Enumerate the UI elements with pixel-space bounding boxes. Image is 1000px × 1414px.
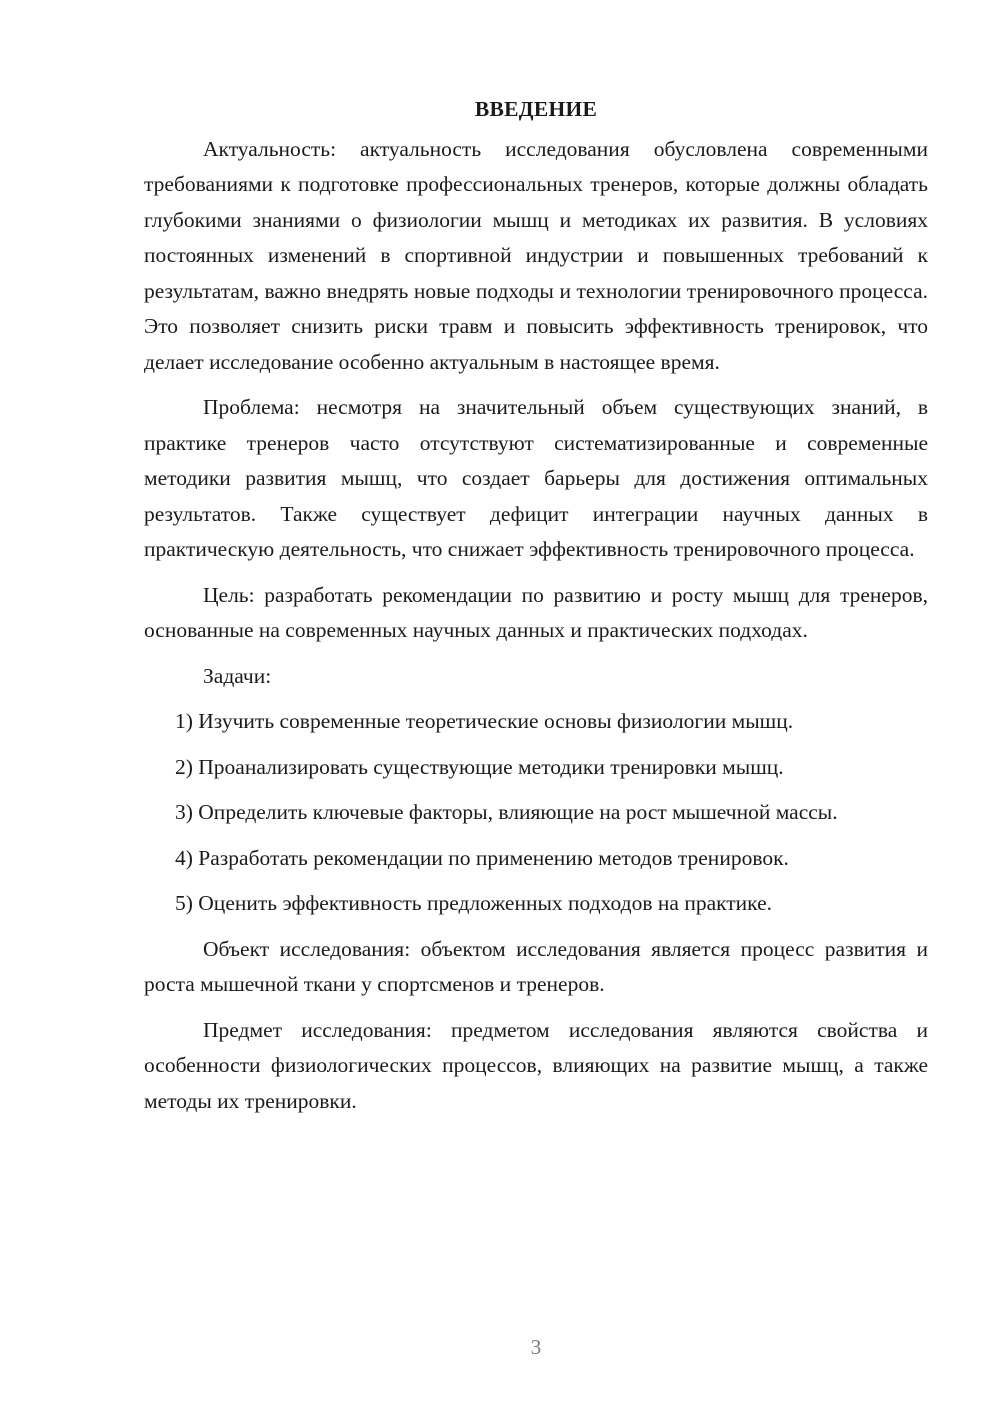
task-item: 4) Разработать рекомендации по применению методов тренировок. xyxy=(175,845,789,870)
task-item: 1) Изучить современные теоретические основы физиологии мышц. xyxy=(175,709,794,733)
relevance-paragraph: Актуальность: актуальность исследования обусловлена современными требованиями к подготовке профессиональных тренеров, которые должны обладать глубокими знаниями о физиологии мышц и методиках их развития. В условиях постоянных изменений в спортивной индустрии и повышенных требований к результатам, важно внедрять новые подходы и технологии тренировочного процесса. Это позволяет снизить риски травм и повысить эффективность тренировок, что делает исследование особенно актуальным в настоящее время. xyxy=(144,136,928,374)
section-heading: ВВЕДЕНИЕ xyxy=(474,97,598,121)
problem-paragraph: Проблема: несмотря на значительный объем существующих знаний, в практике тренеров часто отсутствуют систематизированные и современные методики развития мышц, что создает барьеры для достижения оптимальных результатов. Также существует дефицит интеграции научных данных в практическую деятельность, что снижает эффективность тренировочного процесса. xyxy=(144,395,928,561)
task-item: 2) Проанализировать существующие методики тренировки мышц. xyxy=(175,754,784,779)
object-paragraph: Объект исследования: объектом исследования является процесс развития и роста мышечной ткани у спортсменов и тренеров. xyxy=(144,936,928,996)
subject-paragraph: Предмет исследования: предметом исследования являются свойства и особенности физиологических процессов, влияющих на развитие мышц, а также методы их тренировки. xyxy=(144,1017,928,1113)
task-item: 3) Определить ключевые факторы, влияющие на рост мышечной массы. xyxy=(175,800,838,824)
page-content xyxy=(144,92,928,1129)
tasks-label: Задачи: xyxy=(203,663,272,688)
task-item: 5) Оценить эффективность предложенных подходов на практике. xyxy=(175,891,773,915)
page-number: 3 xyxy=(530,1335,542,1359)
goal-paragraph: Цель: разработать рекомендации по развитию и росту мышц для тренеров, основанные на современных научных данных и практических подходах. xyxy=(144,582,928,642)
